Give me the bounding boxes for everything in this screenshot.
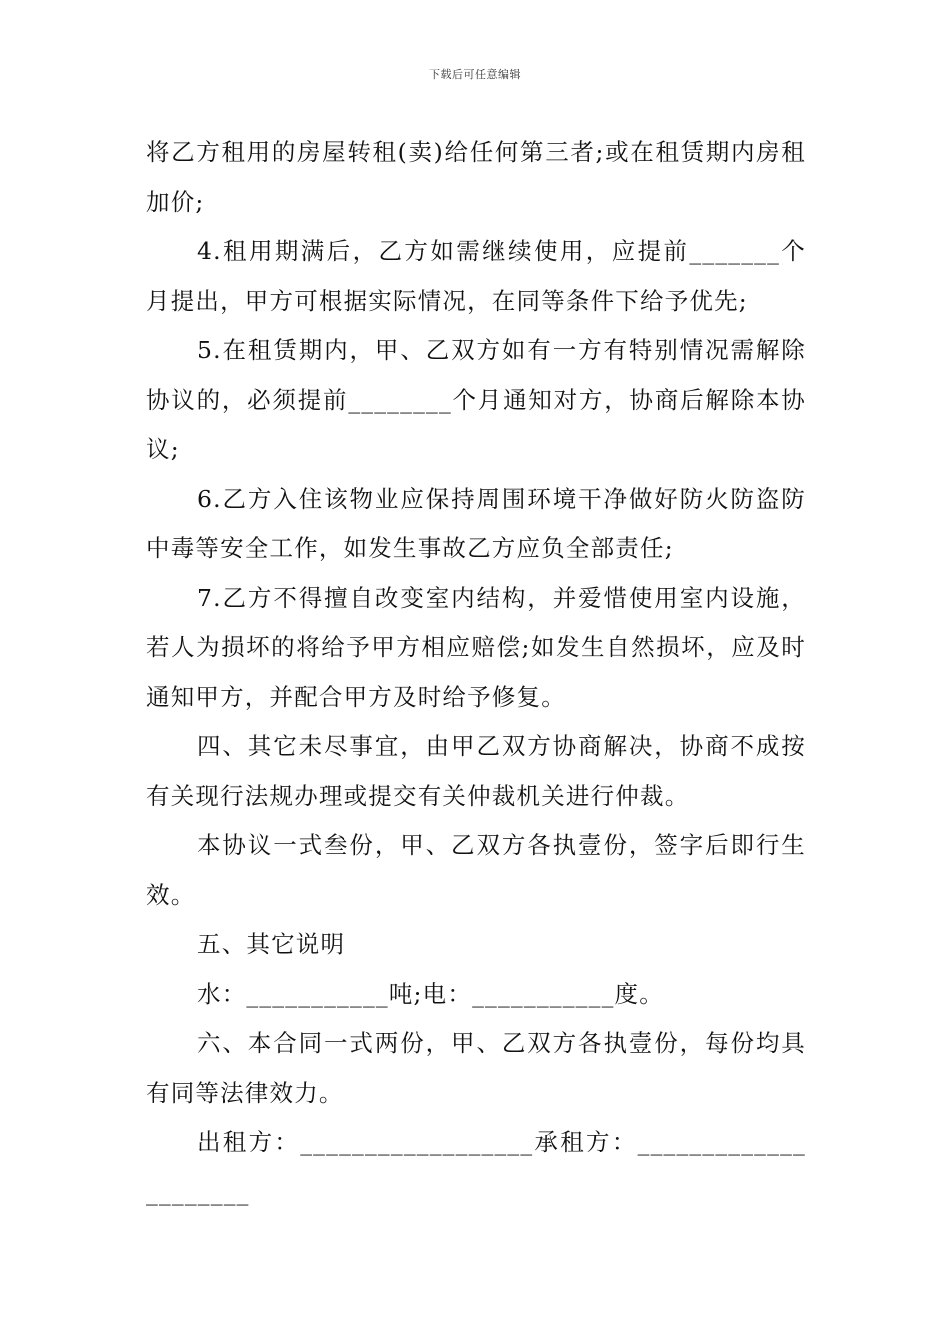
paragraph-clause-4-renewal: 4.租用期满后，乙方如需继续使用，应提前_______个月提出，甲方可根据实际情况，在同等条件下给予优先; <box>146 237 806 315</box>
paragraph-sublease-clause: 将乙方租用的房屋转租(卖)给任何第三者;或在租赁期内房租加价; <box>146 138 806 216</box>
paragraph-signatures: 出租方：__________________承租方：_____________________ <box>146 1128 806 1206</box>
paragraph-utilities: 水：___________吨;电：___________度。 <box>197 979 664 1008</box>
document-body <box>146 128 806 1217</box>
paragraph-clause-7-structure: 7.乙方不得擅自改变室内结构，并爱惜使用室内设施，若人为损坏的将给予甲方相应赔偿;如发生自然损坏，应及时通知甲方，并配合甲方及时给予修复。 <box>146 583 806 711</box>
paragraph-clause-5-termination: 5.在租赁期内，甲、乙双方如有一方有特别情况需解除协议的，必须提前________个月通知对方，协商后解除本协议; <box>146 336 806 463</box>
paragraph-section-6-copies: 六、本合同一式两份，甲、乙双方各执壹份，每份均具有同等法律效力。 <box>146 1029 806 1107</box>
paragraph-section-5-heading: 五、其它说明 <box>197 930 346 958</box>
paragraph-clause-6-safety: 6.乙方入住该物业应保持周围环境干净做好防火防盗防中毒等安全工作，如发生事故乙方应负全部责任; <box>146 484 806 562</box>
paragraph-copies-effect: 本协议一式叁份，甲、乙双方各执壹份，签字后即行生效。 <box>146 831 806 909</box>
paragraph-section-4-disputes: 四、其它未尽事宜，由甲乙双方协商解决，协商不成按有关现行法规办理或提交有关仲裁机关进行仲裁。 <box>146 732 806 810</box>
page-header-note: 下载后可任意编辑 <box>429 68 521 81</box>
